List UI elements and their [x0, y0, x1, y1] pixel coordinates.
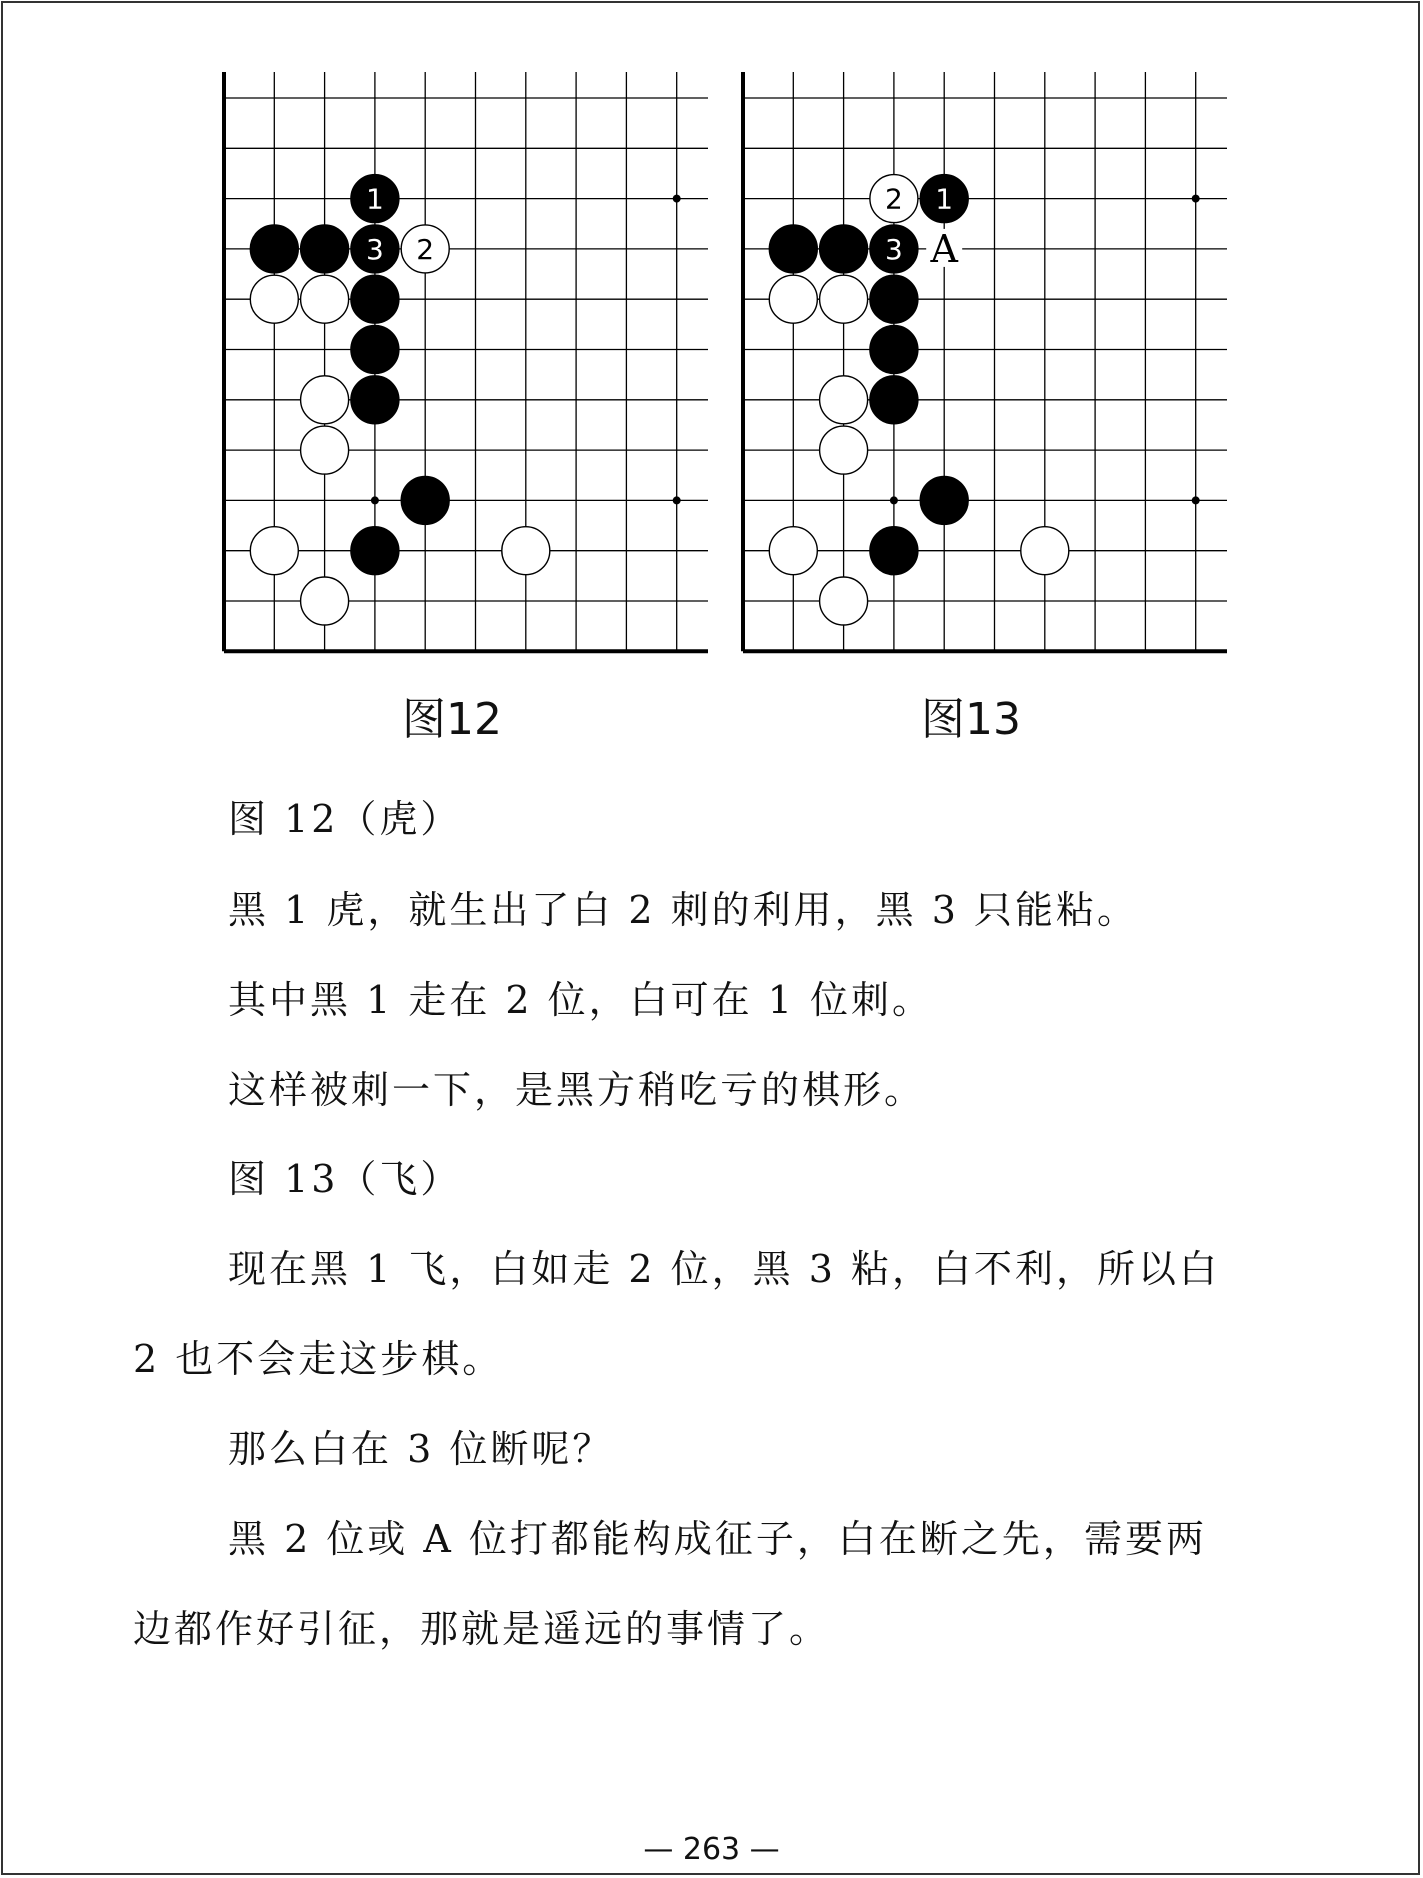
- white-stone-disc: [820, 577, 868, 625]
- stone-number-label: 1: [365, 182, 384, 216]
- black-stone: [870, 275, 918, 323]
- white-stone: [301, 376, 349, 424]
- page-number: — 263 —: [643, 1832, 780, 1867]
- white-stone-disc: [301, 275, 349, 323]
- white-stone: [1021, 527, 1069, 575]
- white-stone-disc: [301, 577, 349, 625]
- go-board-figure-12: [218, 70, 708, 660]
- star-point: [673, 496, 681, 504]
- paragraph-3: 这样被刺一下，是黑方稍吃亏的棋形。: [228, 1068, 926, 1112]
- black-stone-disc: [870, 275, 918, 323]
- black-stone: [870, 527, 918, 575]
- black-stone: [870, 326, 918, 374]
- white-stone-disc: [301, 426, 349, 474]
- black-stone: [301, 225, 349, 273]
- stone-number-label: 2: [884, 182, 903, 216]
- black-stone: [920, 175, 968, 223]
- white-stone: [301, 275, 349, 323]
- black-stone: [401, 476, 449, 524]
- black-stone: [250, 225, 298, 273]
- figure-13-caption: 图13: [921, 694, 1021, 745]
- star-point: [890, 496, 898, 504]
- white-stone-disc: [250, 275, 298, 323]
- black-stone-disc: [351, 326, 399, 374]
- white-stone: [250, 275, 298, 323]
- black-stone-disc: [301, 225, 349, 273]
- white-stone-disc: [250, 527, 298, 575]
- black-stone: [351, 225, 399, 273]
- black-stone: [870, 225, 918, 273]
- black-stone-disc: [920, 476, 968, 524]
- star-point: [1192, 496, 1200, 504]
- white-stone: [820, 426, 868, 474]
- white-stone: [502, 527, 550, 575]
- star-point: [673, 195, 681, 203]
- black-stone-disc: [250, 225, 298, 273]
- paragraph-6-line-2: 边都作好引征，那就是遥远的事情了。: [133, 1607, 831, 1651]
- black-stone-disc: [769, 225, 817, 273]
- white-stone: [820, 275, 868, 323]
- black-stone: [351, 376, 399, 424]
- board-marker-label: A: [930, 226, 958, 271]
- paragraph-2: 其中黑 1 走在 2 位，白可在 1 位刺。: [228, 978, 934, 1022]
- white-stone-disc: [769, 527, 817, 575]
- white-stone: [870, 175, 918, 223]
- black-stone-disc: [820, 225, 868, 273]
- white-stone-disc: [502, 527, 550, 575]
- white-stone: [301, 426, 349, 474]
- paragraph-4-line-1: 现在黑 1 飞，白如走 2 位，黑 3 粘，白不利，所以白: [228, 1247, 1221, 1291]
- star-point: [1192, 195, 1200, 203]
- black-stone: [351, 175, 399, 223]
- black-stone-disc: [870, 527, 918, 575]
- white-stone-disc: [769, 275, 817, 323]
- black-stone: [351, 275, 399, 323]
- go-board-figure-13: [737, 70, 1227, 660]
- white-stone: [820, 376, 868, 424]
- paragraph-6-line-1: 黑 2 位或 A 位打都能构成征子，白在断之先，需要两: [228, 1517, 1207, 1561]
- black-stone-disc: [870, 376, 918, 424]
- white-stone-disc: [301, 376, 349, 424]
- black-stone: [820, 225, 868, 273]
- white-stone: [401, 225, 449, 273]
- stone-number-label: 2: [416, 232, 435, 266]
- white-stone: [301, 577, 349, 625]
- heading-figure-12: 图 12（虎）: [228, 797, 462, 841]
- black-stone-disc: [351, 527, 399, 575]
- paragraph-4-line-2: 2 也不会走这步棋。: [133, 1337, 504, 1381]
- white-stone: [769, 275, 817, 323]
- white-stone-disc: [820, 426, 868, 474]
- black-stone-disc: [351, 275, 399, 323]
- white-stone-disc: [1021, 527, 1069, 575]
- black-stone: [920, 476, 968, 524]
- heading-figure-13: 图 13（飞）: [228, 1157, 462, 1201]
- stone-number-label: 3: [884, 232, 903, 266]
- white-stone: [769, 527, 817, 575]
- black-stone: [351, 326, 399, 374]
- paragraph-5: 那么白在 3 位断呢？: [228, 1427, 614, 1471]
- star-point: [371, 496, 379, 504]
- figure-12-caption: 图12: [402, 694, 502, 745]
- black-stone-disc: [401, 476, 449, 524]
- stone-number-label: 1: [935, 182, 954, 216]
- paragraph-1: 黑 1 虎，就生出了白 2 刺的利用，黑 3 只能粘。: [228, 888, 1139, 932]
- black-stone-disc: [870, 326, 918, 374]
- black-stone: [351, 527, 399, 575]
- white-stone: [250, 527, 298, 575]
- black-stone: [870, 376, 918, 424]
- white-stone-disc: [820, 275, 868, 323]
- white-stone-disc: [820, 376, 868, 424]
- black-stone-disc: [351, 376, 399, 424]
- stone-number-label: 3: [365, 232, 384, 266]
- white-stone: [820, 577, 868, 625]
- black-stone: [769, 225, 817, 273]
